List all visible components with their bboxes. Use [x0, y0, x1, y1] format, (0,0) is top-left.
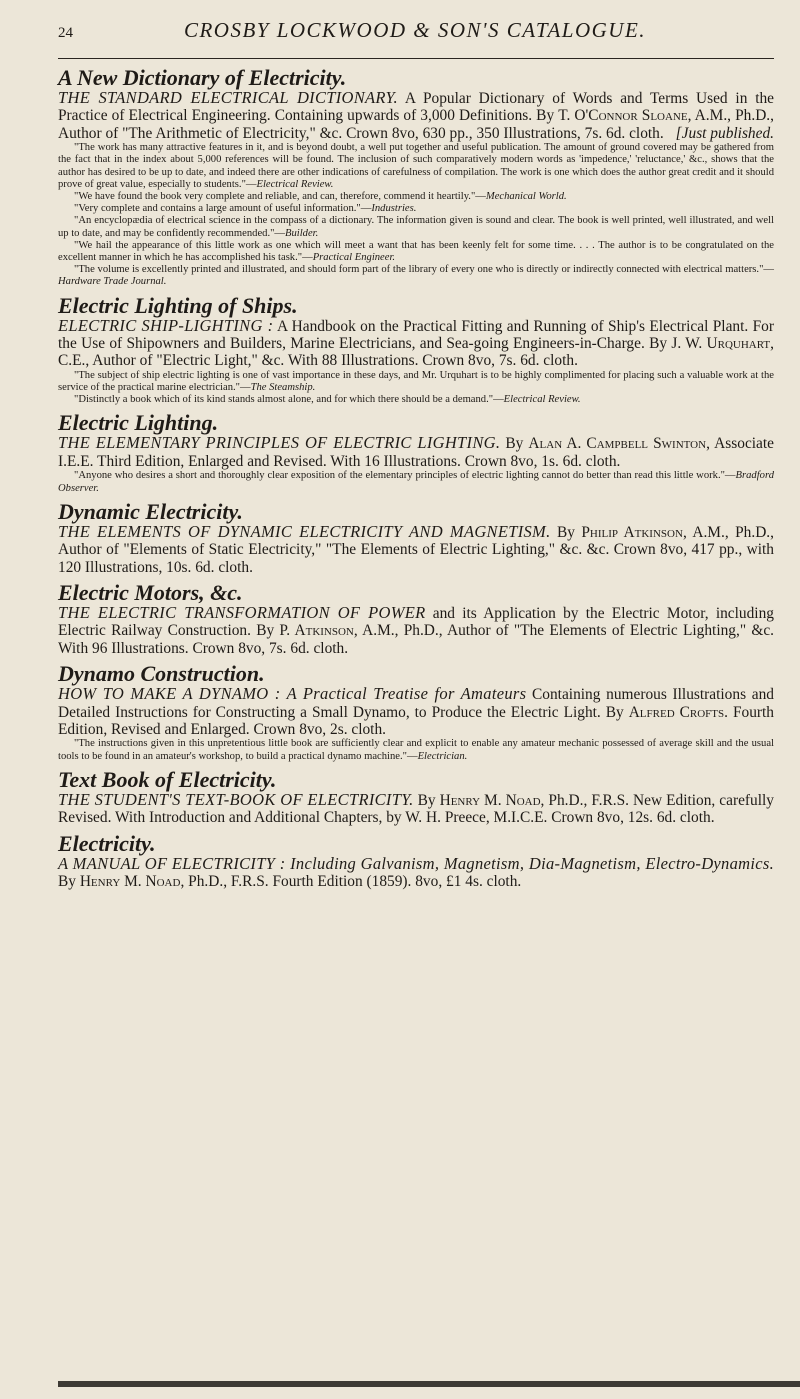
section-heading: Dynamo Construction.: [58, 661, 265, 687]
author-name: P. Atkinson: [279, 622, 354, 640]
review-source: Hardware Trade Journal.: [58, 276, 167, 288]
review-source: Builder.: [285, 227, 319, 239]
header-rule: [58, 58, 774, 59]
catalogue-entry: [58, 412, 774, 494]
description-text: By: [556, 523, 582, 541]
section-heading: Text Book of Electricity.: [58, 766, 277, 792]
review-source: Electrician.: [417, 750, 468, 762]
author-name: Henry M. Noad: [439, 791, 541, 809]
entry-description: [58, 855, 774, 891]
review-text: "The volume is excellently printed and illustrated, and should form part of the library of every one who is directly or indirectly connected with electrical matters."—: [74, 264, 774, 276]
description-text: A Handbook on the Practical Fitting and Running of Ship's Electrical Plant. For the Use of Shipowners and Builders, Marine Electricians, and Sea-going Engineers-in-Charge. By: [58, 317, 774, 353]
catalogue-entry: [58, 579, 774, 657]
description-text: Containing numerous Illustrations and Detailed Instructions for Constructing a Small Dynamo, to Produce the Electric Light. By: [58, 686, 774, 721]
entry-description: [58, 685, 774, 738]
entry-description: [58, 89, 774, 142]
book-title: THE ELEMENTS OF DYNAMIC ELECTRICITY AND MAGNETISM.: [58, 521, 551, 541]
review-source: Electrical Review.: [256, 178, 334, 190]
review-source: Bradford Observer.: [58, 470, 774, 494]
entry-description: [58, 604, 774, 657]
review-source: Industries.: [371, 203, 417, 215]
page-number: 24: [58, 25, 73, 41]
review-quote: [58, 264, 774, 288]
description-text: , Associate I.E.E. Third Edition, Enlarged and Revised. With 16 Illustrations. Crown 8vo, 1s. 6d. cloth.: [58, 435, 774, 470]
description-text: By: [505, 435, 529, 453]
review-text: "Anyone who desires a short and thoroughly clear exposition of the elementary principles of electric lighting cannot do better than read this little work."—: [74, 470, 736, 482]
section-heading: Electricity.: [58, 830, 156, 856]
book-title: THE ELECTRIC TRANSFORMATION OF POWER: [58, 602, 426, 622]
book-title: HOW TO MAKE A DYNAMO : A Practical Treatise for Amateurs: [58, 684, 527, 704]
description-text: , C.E., Author of "Electric Light," &c. With 88 Illustrations. Crown 8vo, 7s. 6d. cloth.: [58, 335, 774, 370]
description-text: By: [58, 872, 80, 890]
review-text: "Very complete and contains a large amount of useful information."—: [74, 203, 372, 215]
entry-list: [58, 67, 774, 890]
review-quote: [58, 370, 774, 394]
review-quote: [58, 215, 774, 239]
catalogue-entry: [58, 292, 774, 407]
author-name: T. O'Connor Sloane: [558, 107, 688, 125]
review-text: "The subject of ship electric lighting is one of vast importance in these days, and Mr. Urquhart is to be highly complimented for placing such a valuable work at the service of the practical marine electrician."—: [58, 369, 774, 394]
description-text: and its Application by the Electric Motor, including Electric Railway Construction. By: [58, 604, 774, 640]
review-text: "Distinctly a book which of its kind stands almost alone, and for which there should be a demand."—: [74, 394, 504, 406]
entry-description: [58, 791, 774, 827]
review-source: The Steamship.: [250, 382, 316, 394]
review-text: "We hail the appearance of this little work as one which will meet a want that has been keenly felt for some time. . . . The author is to be congratulated on the excellent manner in which he has accomplished his task."—: [58, 239, 774, 264]
description-text: . Fourth Edition, Revised and Enlarged. Crown 8vo, 2s. cloth.: [58, 703, 774, 738]
entry-description: [58, 523, 774, 576]
book-title: THE STUDENT'S TEXT-BOOK OF ELECTRICITY.: [58, 789, 414, 809]
review-quote: [58, 394, 774, 406]
catalogue-entry: [58, 663, 774, 763]
entry-description: [58, 317, 774, 370]
description-text: , A.M., Ph.D., Author of "Elements of Static Electricity," "The Elements of Electric Lighting," &c. &c. Crown 8vo, 417 pp., with 120 Illustrations, 10s. 6d. cloth.: [58, 523, 774, 576]
review-quote: [58, 191, 774, 203]
author-name: Alfred Crofts: [628, 703, 725, 721]
page-header: [58, 18, 774, 58]
review-quote: [58, 240, 774, 264]
review-source: Electrical Review.: [503, 394, 581, 406]
review-source: Practical Engineer.: [312, 252, 396, 264]
catalogue-entry: [58, 766, 774, 827]
review-source: Mechanical World.: [485, 191, 567, 203]
review-text: "We have found the book very complete and reliable, and can, therefore, commend it heartily."—: [74, 191, 486, 203]
catalogue-entry: [58, 830, 774, 891]
author-name: Alan A. Campbell Swinton: [528, 435, 707, 453]
review-quote: [58, 738, 774, 762]
description-text: By: [417, 791, 440, 809]
book-title: THE ELEMENTARY PRINCIPLES OF ELECTRIC LIGHTING.: [58, 433, 501, 453]
review-text: "The instructions given in this unpretentious little book are sufficiently clear and explicit to enable any amateur mechanic possessed of average skill and the usual tools to be found in an amateur's workshop, to build a practical dynamo machine."—: [58, 738, 774, 762]
publication-status: [Just published.: [675, 124, 774, 142]
author-name: Philip Atkinson: [581, 523, 683, 541]
section-heading: Electric Lighting.: [58, 410, 219, 436]
book-title: THE STANDARD ELECTRICAL DICTIONARY.: [58, 88, 398, 107]
description-text: A Popular Dictionary of Words and Terms Used in the Practice of Electrical Engineering. Containing upwards of 3,000 Definitions. By: [58, 90, 775, 125]
review-quote: [58, 470, 774, 494]
running-head: CROSBY LOCKWOOD & SON'S CATALOGUE.: [183, 18, 647, 42]
description-text: , Ph.D., F.R.S. Fourth Edition (1859). 8vo, £1 4s. cloth.: [180, 872, 522, 890]
author-name: Henry M. Noad: [79, 872, 181, 890]
entry-description: [58, 434, 774, 470]
section-heading: Dynamic Electricity.: [58, 498, 243, 524]
bottom-rule: [58, 1381, 800, 1387]
catalogue-entry: [58, 67, 774, 289]
description-text: , Ph.D., F.R.S. New Edition, carefully Revised. With Introduction and Additional Chapters, by W. H. Preece, M.I.C.E. Crown 8vo, 12s. 6d. cloth.: [58, 791, 774, 827]
author-name: J. W. Urquhart: [671, 335, 771, 353]
review-quote: [58, 203, 774, 215]
review-text: "The work has many attractive features in it, and is beyond doubt, a well put together and useful publication. The amount of ground covered may be gathered from the fact that in the index about 5,000 references will be found. The inclusion of such comparatively modern words as 'impedence,' 'reluctance,' &c., shows that the author has desired to be up to date, and indeed there are other indications of carefulness of compilation. The work is one which does the author great credit and it should prove of great value, especially to students."—: [58, 142, 774, 190]
description-text: , A.M., Ph.D., Author of "The Elements of Electric Lighting," &c. With 96 Illustrations. Crown 8vo, 7s. 6d. cloth.: [58, 622, 774, 657]
review-quote: [58, 142, 774, 191]
book-title: A MANUAL OF ELECTRICITY : Including Galvanism, Magnetism, Dia-Magnetism, Electro-Dynamics.: [58, 853, 774, 873]
section-heading: Electric Motors, &c.: [58, 579, 243, 605]
book-title: ELECTRIC SHIP-LIGHTING :: [58, 315, 274, 335]
section-heading: A New Dictionary of Electricity.: [58, 65, 347, 90]
section-heading: Electric Lighting of Ships.: [58, 292, 298, 318]
catalogue-entry: [58, 498, 774, 576]
review-text: "An encyclopædia of electrical science in the compass of a dictionary. The information given is sound and clear. The book is well printed, well illustrated, and well up to date, and may be confidently recommended."—: [58, 215, 774, 239]
description-text: , A.M., Ph.D., Author of "The Arithmetic of Electricity," &c. Crown 8vo, 630 pp., 350 Illustrations, 7s. 6d. cloth.: [58, 107, 774, 142]
